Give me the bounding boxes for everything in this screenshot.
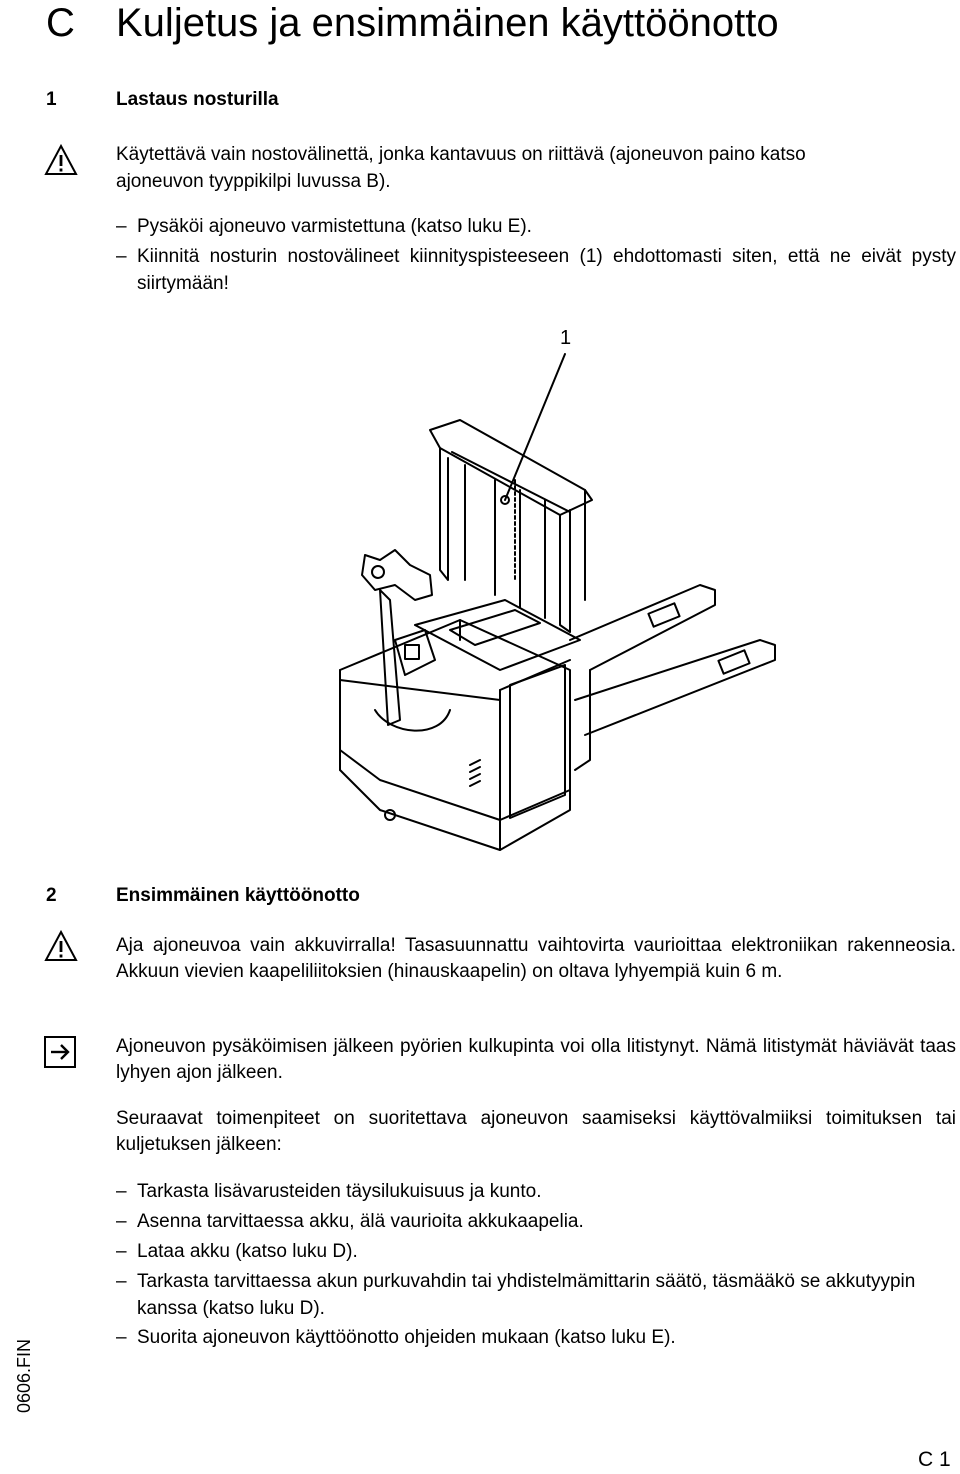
section-1-number: 1	[46, 89, 57, 110]
section-1-title: Lastaus nosturilla	[116, 89, 279, 110]
section-1-step	[116, 243, 956, 297]
section-2-number: 2	[46, 885, 57, 906]
section-1-step	[116, 213, 956, 240]
chapter-title: Kuljetus ja ensimmäinen käyttöönotto	[116, 1, 779, 45]
dash-bullet: –	[116, 1241, 127, 1262]
page-number: C 1	[918, 1448, 951, 1471]
dash-bullet: –	[116, 1327, 127, 1348]
section-1-warning-line-2: ajoneuvon tyyppikilpi luvussa B).	[116, 171, 391, 192]
section-2-step-text: Asenna tarvittaessa akku, älä vaurioita akkukaapelia.	[137, 1211, 584, 1232]
section-2-note: Ajoneuvon pysäköimisen jälkeen pyörien kulkupinta voi olla litistynyt. Nämä litistymät häviävät taas lyhyen ajon jälkeen.	[116, 1036, 956, 1083]
section-2-step-text: Lataa akku (katso luku D).	[137, 1241, 358, 1262]
chapter-letter: C	[46, 1, 75, 45]
section-2-step	[116, 1178, 956, 1205]
dash-bullet: –	[116, 246, 127, 267]
arrow-note-icon	[44, 1036, 76, 1068]
warning-triangle-icon	[44, 144, 78, 176]
dash-bullet: –	[116, 1181, 127, 1202]
section-2-intro: Seuraavat toimenpiteet on suoritettava ajoneuvon saamiseksi käyttövalmiiksi toimituksen tai kuljetuksen jälkeen:	[116, 1108, 956, 1155]
dash-bullet: –	[116, 216, 127, 237]
section-2-step-text: Tarkasta tarvittaessa akun purkuvahdin tai yhdistelmämittarin säätö, täsmääkö se akkutyypin kanssa (katso luku D).	[137, 1271, 916, 1319]
warning-triangle-icon	[44, 930, 78, 962]
section-2-title: Ensimmäinen käyttöönotto	[116, 885, 360, 906]
section-2-step	[116, 1268, 956, 1322]
dash-bullet: –	[116, 1271, 127, 1292]
section-1-warning-line-1: Käytettävä vain nostovälinettä, jonka kantavuus on riittävä (ajoneuvon paino katso	[116, 144, 806, 165]
section-2-warning: Aja ajoneuvoa vain akkuvirralla! Tasasuunnattu vaihtovirta vaurioittaa elektroniikan rakenneosia. Akkuun vievien kaapeliliitoksien (hinauskaapelin) on oltava lyhyempiä kuin 6 m.	[116, 935, 956, 982]
section-2-step-text: Suorita ajoneuvon käyttöönotto ohjeiden mukaan (katso luku E).	[137, 1327, 676, 1348]
section-1-step-text: Kiinnitä nosturin nostovälineet kiinnityspisteeseen (1) ehdottomasti siten, että ne eivät pysty siirtymään!	[137, 246, 956, 294]
document-code: 0606.FIN	[14, 1338, 34, 1414]
pallet-truck-illustration	[320, 340, 780, 860]
section-2-step	[116, 1324, 956, 1351]
dash-bullet: –	[116, 1211, 127, 1232]
section-1-step-text: Pysäköi ajoneuvo varmistettuna (katso luku E).	[137, 216, 532, 237]
section-2-step	[116, 1208, 956, 1235]
section-1-warning	[116, 141, 956, 195]
section-2-step	[116, 1238, 956, 1265]
section-2-step-text: Tarkasta lisävarusteiden täysilukuisuus ja kunto.	[137, 1181, 542, 1202]
figure-callout-label: 1	[560, 327, 572, 349]
